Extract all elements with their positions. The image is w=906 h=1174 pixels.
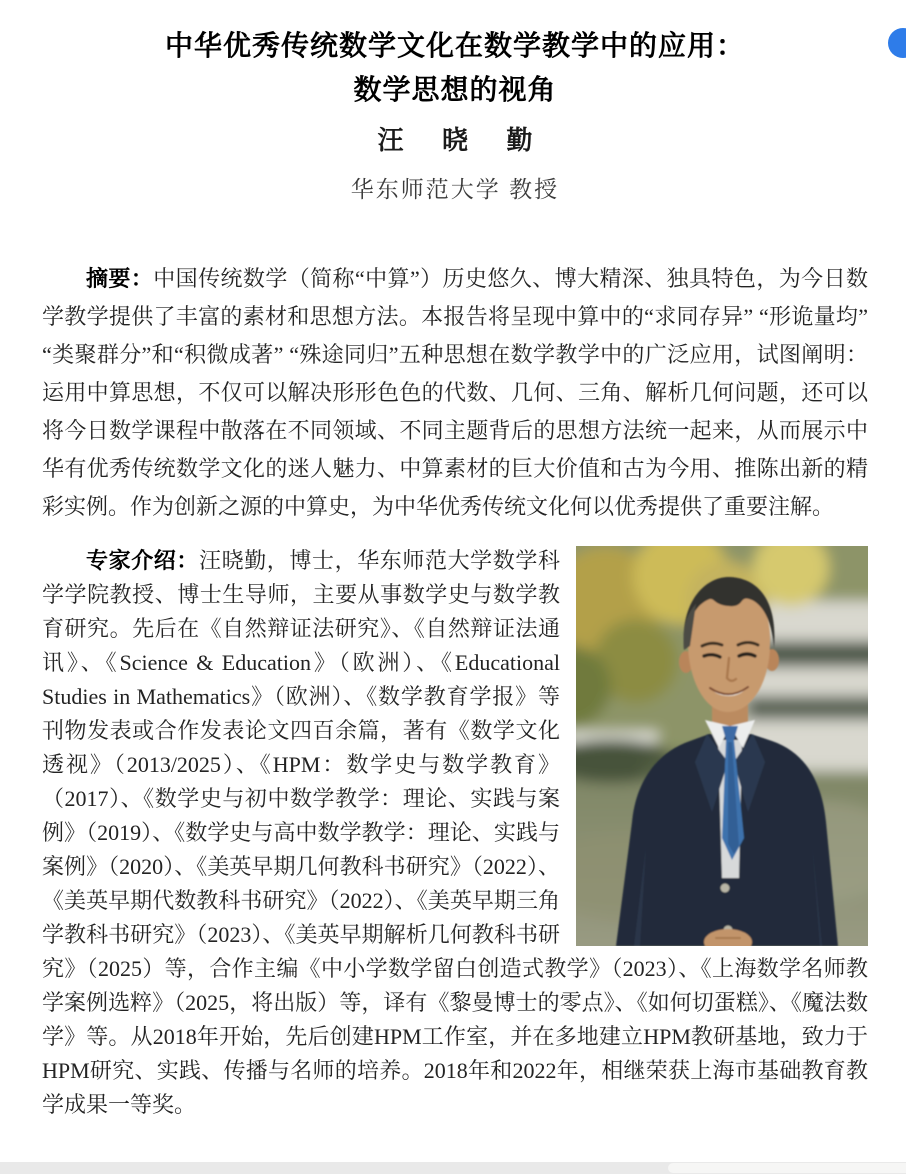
- author-name: 汪 晓 勤: [377, 126, 549, 155]
- page-title-line-1: 中华优秀传统数学文化在数学教学中的应用：: [164, 30, 745, 61]
- scrollbar-thumb[interactable]: [668, 1163, 906, 1173]
- speaker-portrait-illustration: [576, 546, 868, 946]
- speaker-photo: [576, 546, 868, 946]
- abstract-text: 中国传统数学（简称“中算”）历史悠久、博大精深、独具特色，为今日数学教学提供了丰富的素材和思想方法。本报告将呈现中算中的“求同存异” “形诡量均” “类聚群分”和“积微成著” “殊途同归”五种思想在数学教学中的广泛应用，试图阐明：运用中算思想，不仅可以解决形形色色的代数、几何、三角、解析几何问题，还可以将今日数学课程中散落在不同领域、不同主题背后的思想方法统一起来，从而展示中华有优秀传统数学文化的迷人魅力、中算素材的巨大价值和古为今用、推陈出新的精彩实例。作为创新之源的中算史，为中华优秀传统文化何以优秀提供了重要注解。: [42, 266, 868, 519]
- author-affiliation: 华东师范大学 教授: [350, 176, 560, 202]
- horizontal-scrollbar[interactable]: [0, 1162, 906, 1174]
- page-title-line-2: 数学思想的视角: [353, 74, 557, 105]
- bio-section: [42, 544, 868, 1122]
- abstract-label: 摘要：: [86, 266, 154, 291]
- document-page: [0, 24, 906, 1122]
- bio-text: 汪晓勤，博士，华东师范大学数学科学学院教授、博士生导师，主要从事数学史与数学教育研究。先后在《自然辩证法研究》、《自然辩证法通讯》、《Science & Education》（欧洲）、《Educational Studies in Mathematics》（欧洲）、《数学教育学报》等刊物发表或合作发表论文四百余篇，著有《数学文化透视》（2013/2025）、《HPM：数学史与数学教育》（2017）、《数学史与初中数学教学：理论、实践与案例》（2019）、《数学史与高中数学教学：理论、实践与案例》（2020）、《美英早期几何教科书研究》（2022）、《美英早期代数教科书研究》（2022）、《美英早期三角学教科书研究》（2023）、《美英早期解析几何教科书研究》（2025）等，合作主编《中小学数学留白创造式教学》（2023）、《上海数学名师教学案例选粹》（2025，将出版）等，译有《黎曼博士的零点》、《如何切蛋糕》、《魔法数学》等。从2018年开始，先后创建HPM工作室，并在多地建立HPM教研基地，致力于HPM研究、实践、传播与名师的培养。2018年和2022年，相继荣获上海市基础教育教学成果一等奖。: [42, 548, 868, 1117]
- bio-label: 专家介绍：: [86, 548, 199, 573]
- abstract-paragraph: [42, 260, 868, 526]
